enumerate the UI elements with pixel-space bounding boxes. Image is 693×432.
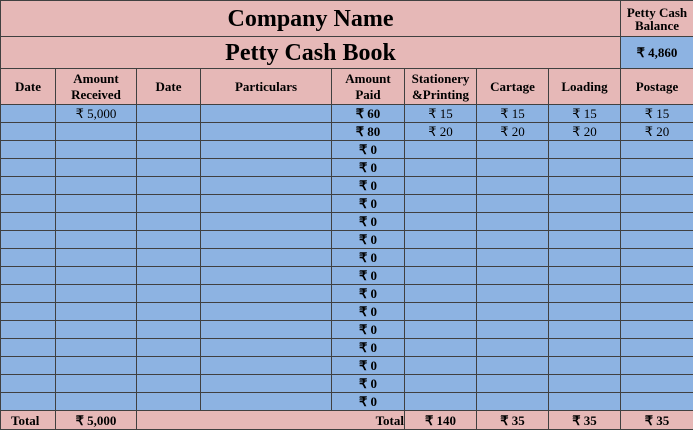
- cell-date-2[interactable]: [137, 159, 201, 177]
- cell-stationery[interactable]: [405, 357, 477, 375]
- cell-postage[interactable]: [621, 231, 693, 249]
- cell-amount-received[interactable]: [56, 357, 137, 375]
- total-stationery[interactable]: ₹ 35: [477, 411, 549, 430]
- cell-amount-received[interactable]: [56, 303, 137, 321]
- cell-amount-paid[interactable]: ₹ 0: [332, 375, 405, 393]
- cell-stationery[interactable]: [405, 303, 477, 321]
- cell-cartage[interactable]: [477, 159, 549, 177]
- header-cartage[interactable]: [477, 69, 549, 105]
- cell-date-2[interactable]: [137, 105, 201, 123]
- cell-loading[interactable]: [549, 339, 621, 357]
- table-row: [1, 303, 693, 321]
- cell-postage[interactable]: [621, 267, 693, 285]
- cell-cartage[interactable]: [477, 249, 549, 267]
- cell-postage[interactable]: [621, 159, 693, 177]
- cell-amount-paid[interactable]: ₹ 0: [332, 303, 405, 321]
- cell-loading[interactable]: ₹ 15: [549, 105, 621, 123]
- cell-particulars[interactable]: [201, 285, 332, 303]
- cell-loading[interactable]: [549, 195, 621, 213]
- cell-particulars[interactable]: [201, 141, 332, 159]
- total-amount-received[interactable]: ₹ 5,000: [56, 411, 137, 430]
- balance-label-line2: Balance: [634, 17, 680, 33]
- cell-particulars[interactable]: [201, 195, 332, 213]
- cell-date-2[interactable]: [137, 213, 201, 231]
- cell-particulars[interactable]: [201, 123, 332, 141]
- cell-particulars[interactable]: [201, 357, 332, 375]
- cell-loading[interactable]: ₹ 20: [549, 123, 621, 141]
- cell-amount-paid[interactable]: ₹ 0: [332, 159, 405, 177]
- cell-cartage[interactable]: [477, 231, 549, 249]
- cell-particulars[interactable]: [201, 213, 332, 231]
- cell-postage[interactable]: [621, 375, 693, 393]
- cell-stationery[interactable]: [405, 267, 477, 285]
- cell-loading[interactable]: [549, 249, 621, 267]
- cell-stationery[interactable]: [405, 321, 477, 339]
- cell-postage[interactable]: [621, 213, 693, 231]
- cell-amount-paid[interactable]: ₹ 0: [332, 321, 405, 339]
- balance-value: ₹ 4,860: [636, 45, 678, 60]
- cell-postage[interactable]: [621, 195, 693, 213]
- cell-amount-paid[interactable]: ₹ 0: [332, 393, 405, 411]
- cell-loading[interactable]: [549, 303, 621, 321]
- book-title-cell[interactable]: [1, 37, 621, 69]
- cell-amount-received[interactable]: [56, 393, 137, 411]
- cell-amount-paid[interactable]: ₹ 0: [332, 357, 405, 375]
- cell-loading[interactable]: [549, 177, 621, 195]
- cell-postage[interactable]: [621, 321, 693, 339]
- cell-date[interactable]: [1, 393, 56, 411]
- cell-date[interactable]: [1, 339, 56, 357]
- cell-cartage[interactable]: [477, 357, 549, 375]
- total-label-left[interactable]: Total: [1, 411, 56, 430]
- cell-loading[interactable]: [549, 393, 621, 411]
- cell-postage[interactable]: [621, 177, 693, 195]
- cell-cartage[interactable]: [477, 375, 549, 393]
- cell-amount-paid[interactable]: ₹ 0: [332, 141, 405, 159]
- cell-date-2[interactable]: [137, 267, 201, 285]
- cell-amount-received[interactable]: [56, 249, 137, 267]
- cell-date-2[interactable]: [137, 123, 201, 141]
- cell-amount-received[interactable]: [56, 339, 137, 357]
- cell-cartage[interactable]: [477, 141, 549, 159]
- cell-loading[interactable]: [549, 213, 621, 231]
- cell-amount-paid[interactable]: ₹ 0: [332, 195, 405, 213]
- cell-loading[interactable]: [549, 375, 621, 393]
- cell-postage[interactable]: [621, 393, 693, 411]
- cell-amount-paid[interactable]: ₹ 0: [332, 213, 405, 231]
- header-amount-received-line2: Received: [71, 86, 121, 102]
- cell-stationery[interactable]: [405, 159, 477, 177]
- header-amount-received[interactable]: [56, 69, 137, 105]
- cell-stationery[interactable]: [405, 249, 477, 267]
- cell-stationery[interactable]: [405, 195, 477, 213]
- cell-loading[interactable]: [549, 231, 621, 249]
- table-row: [1, 105, 693, 123]
- cell-date[interactable]: [1, 285, 56, 303]
- cell-date[interactable]: [1, 231, 56, 249]
- cell-date-2[interactable]: [137, 285, 201, 303]
- header-loading-label: Loading: [561, 78, 608, 94]
- cell-amount-received[interactable]: [56, 141, 137, 159]
- cell-amount-received[interactable]: [56, 195, 137, 213]
- cell-stationery[interactable]: [405, 177, 477, 195]
- table-row: [1, 159, 693, 177]
- header-postage[interactable]: [621, 69, 693, 105]
- cell-amount-received[interactable]: [56, 285, 137, 303]
- table-row: [1, 249, 693, 267]
- cell-cartage[interactable]: [477, 195, 549, 213]
- cell-stationery[interactable]: [405, 231, 477, 249]
- table-row: [1, 231, 693, 249]
- balance-label-cell[interactable]: [621, 1, 693, 37]
- cell-amount-received[interactable]: [56, 123, 137, 141]
- cell-date[interactable]: [1, 249, 56, 267]
- cell-date-2[interactable]: [137, 393, 201, 411]
- cell-loading[interactable]: [549, 159, 621, 177]
- header-postage-label: Postage: [635, 78, 679, 94]
- cell-date-2[interactable]: [137, 321, 201, 339]
- cell-amount-paid[interactable]: ₹ 80: [332, 123, 405, 141]
- cell-cartage[interactable]: [477, 267, 549, 285]
- balance-value-cell[interactable]: [621, 37, 693, 69]
- cell-cartage[interactable]: ₹ 15: [477, 105, 549, 123]
- cell-date[interactable]: [1, 321, 56, 339]
- cell-amount-paid[interactable]: ₹ 0: [332, 285, 405, 303]
- cell-postage[interactable]: ₹ 20: [621, 123, 693, 141]
- cell-cartage[interactable]: [477, 393, 549, 411]
- cell-particulars[interactable]: [201, 249, 332, 267]
- header-stationery[interactable]: [405, 69, 477, 105]
- table-row: [1, 285, 693, 303]
- cell-date[interactable]: [1, 177, 56, 195]
- cell-loading[interactable]: [549, 357, 621, 375]
- cell-stationery[interactable]: [405, 375, 477, 393]
- cell-amount-paid[interactable]: ₹ 0: [332, 249, 405, 267]
- cell-amount-paid[interactable]: ₹ 0: [332, 267, 405, 285]
- total-cartage[interactable]: ₹ 35: [549, 411, 621, 430]
- cell-cartage[interactable]: [477, 303, 549, 321]
- cell-stationery[interactable]: [405, 339, 477, 357]
- cell-stationery[interactable]: ₹ 20: [405, 123, 477, 141]
- cell-date[interactable]: [1, 105, 56, 123]
- cell-date-2[interactable]: [137, 339, 201, 357]
- header-loading[interactable]: [549, 69, 621, 105]
- cell-cartage[interactable]: ₹ 20: [477, 123, 549, 141]
- cell-cartage[interactable]: [477, 177, 549, 195]
- cell-stationery[interactable]: [405, 213, 477, 231]
- cell-date[interactable]: [1, 195, 56, 213]
- cell-amount-received[interactable]: [56, 177, 137, 195]
- cell-date-2[interactable]: [137, 303, 201, 321]
- header-cartage-label: Cartage: [490, 78, 535, 94]
- cell-particulars[interactable]: [201, 321, 332, 339]
- cell-date[interactable]: [1, 141, 56, 159]
- table-row: [1, 213, 693, 231]
- balance-label-line1: Petty Cash: [626, 4, 688, 20]
- table-row: [1, 177, 693, 195]
- cell-amount-received[interactable]: [56, 231, 137, 249]
- cell-date[interactable]: [1, 375, 56, 393]
- total-loading[interactable]: ₹ 35: [621, 411, 693, 430]
- cell-amount-paid[interactable]: ₹ 0: [332, 339, 405, 357]
- totals-row: [1, 411, 693, 430]
- cell-amount-received[interactable]: [56, 375, 137, 393]
- table-row: [1, 357, 693, 375]
- cell-amount-received[interactable]: [56, 267, 137, 285]
- cell-amount-paid[interactable]: ₹ 0: [332, 231, 405, 249]
- table-row: [1, 375, 693, 393]
- cell-amount-paid[interactable]: ₹ 0: [332, 177, 405, 195]
- header-amount-received-line1: Amount: [73, 70, 119, 86]
- cell-cartage[interactable]: [477, 321, 549, 339]
- book-title: Petty Cash Book: [225, 39, 396, 66]
- cell-particulars[interactable]: [201, 393, 332, 411]
- cell-postage[interactable]: [621, 249, 693, 267]
- table-row: [1, 393, 693, 411]
- cell-date-2[interactable]: [137, 249, 201, 267]
- cell-date[interactable]: [1, 123, 56, 141]
- cell-amount-paid[interactable]: ₹ 60: [332, 105, 405, 123]
- header-date-2-label: Date: [155, 78, 182, 94]
- cell-cartage[interactable]: [477, 213, 549, 231]
- cell-date[interactable]: [1, 159, 56, 177]
- cell-date[interactable]: [1, 213, 56, 231]
- cell-date-2[interactable]: [137, 195, 201, 213]
- total-label-right[interactable]: Total: [137, 411, 405, 430]
- cell-loading[interactable]: [549, 267, 621, 285]
- header-amount-paid[interactable]: [332, 69, 405, 105]
- cell-amount-received[interactable]: [56, 159, 137, 177]
- cell-particulars[interactable]: [201, 231, 332, 249]
- table-row: [1, 321, 693, 339]
- cell-stationery[interactable]: [405, 393, 477, 411]
- header-date-2[interactable]: [137, 69, 201, 105]
- cell-amount-received[interactable]: ₹ 5,000: [56, 105, 137, 123]
- header-amount-paid-line1: Amount: [345, 70, 391, 86]
- header-particulars-label: Particulars: [234, 78, 298, 94]
- cell-postage[interactable]: [621, 141, 693, 159]
- cell-loading[interactable]: [549, 141, 621, 159]
- header-date-label: Date: [15, 78, 41, 94]
- cell-stationery[interactable]: ₹ 15: [405, 105, 477, 123]
- header-date[interactable]: [1, 69, 56, 105]
- cell-postage[interactable]: [621, 303, 693, 321]
- cell-date-2[interactable]: [137, 177, 201, 195]
- cell-date-2[interactable]: [137, 357, 201, 375]
- cell-date-2[interactable]: [137, 231, 201, 249]
- header-amount-paid-line2: Paid: [355, 86, 381, 102]
- cell-particulars[interactable]: [201, 375, 332, 393]
- cell-particulars[interactable]: [201, 267, 332, 285]
- cell-postage[interactable]: ₹ 15: [621, 105, 693, 123]
- table-row: [1, 195, 693, 213]
- cell-particulars[interactable]: [201, 105, 332, 123]
- cell-postage[interactable]: [621, 285, 693, 303]
- cell-date[interactable]: [1, 267, 56, 285]
- table-row: [1, 123, 693, 141]
- cell-loading[interactable]: [549, 285, 621, 303]
- table-row: [1, 339, 693, 357]
- cell-cartage[interactable]: [477, 285, 549, 303]
- company-name-cell[interactable]: [1, 1, 621, 37]
- total-amount-paid[interactable]: ₹ 140: [405, 411, 477, 430]
- cell-date[interactable]: [1, 357, 56, 375]
- header-stationery-line1: Stationery: [411, 70, 470, 86]
- table-row: [1, 141, 693, 159]
- cell-date-2[interactable]: [137, 375, 201, 393]
- cell-particulars[interactable]: [201, 177, 332, 195]
- cell-postage[interactable]: [621, 339, 693, 357]
- cell-stationery[interactable]: [405, 141, 477, 159]
- cell-stationery[interactable]: [405, 285, 477, 303]
- cell-date-2[interactable]: [137, 141, 201, 159]
- cell-particulars[interactable]: [201, 303, 332, 321]
- header-stationery-line2: &Printing: [411, 86, 470, 102]
- cell-date[interactable]: [1, 303, 56, 321]
- cell-cartage[interactable]: [477, 339, 549, 357]
- cell-particulars[interactable]: [201, 159, 332, 177]
- cell-particulars[interactable]: [201, 339, 332, 357]
- cell-loading[interactable]: [549, 321, 621, 339]
- header-particulars[interactable]: [201, 69, 332, 105]
- table-row: [1, 267, 693, 285]
- cell-amount-received[interactable]: [56, 321, 137, 339]
- company-name: Company Name: [227, 5, 394, 32]
- cell-amount-received[interactable]: [56, 213, 137, 231]
- cell-postage[interactable]: [621, 357, 693, 375]
